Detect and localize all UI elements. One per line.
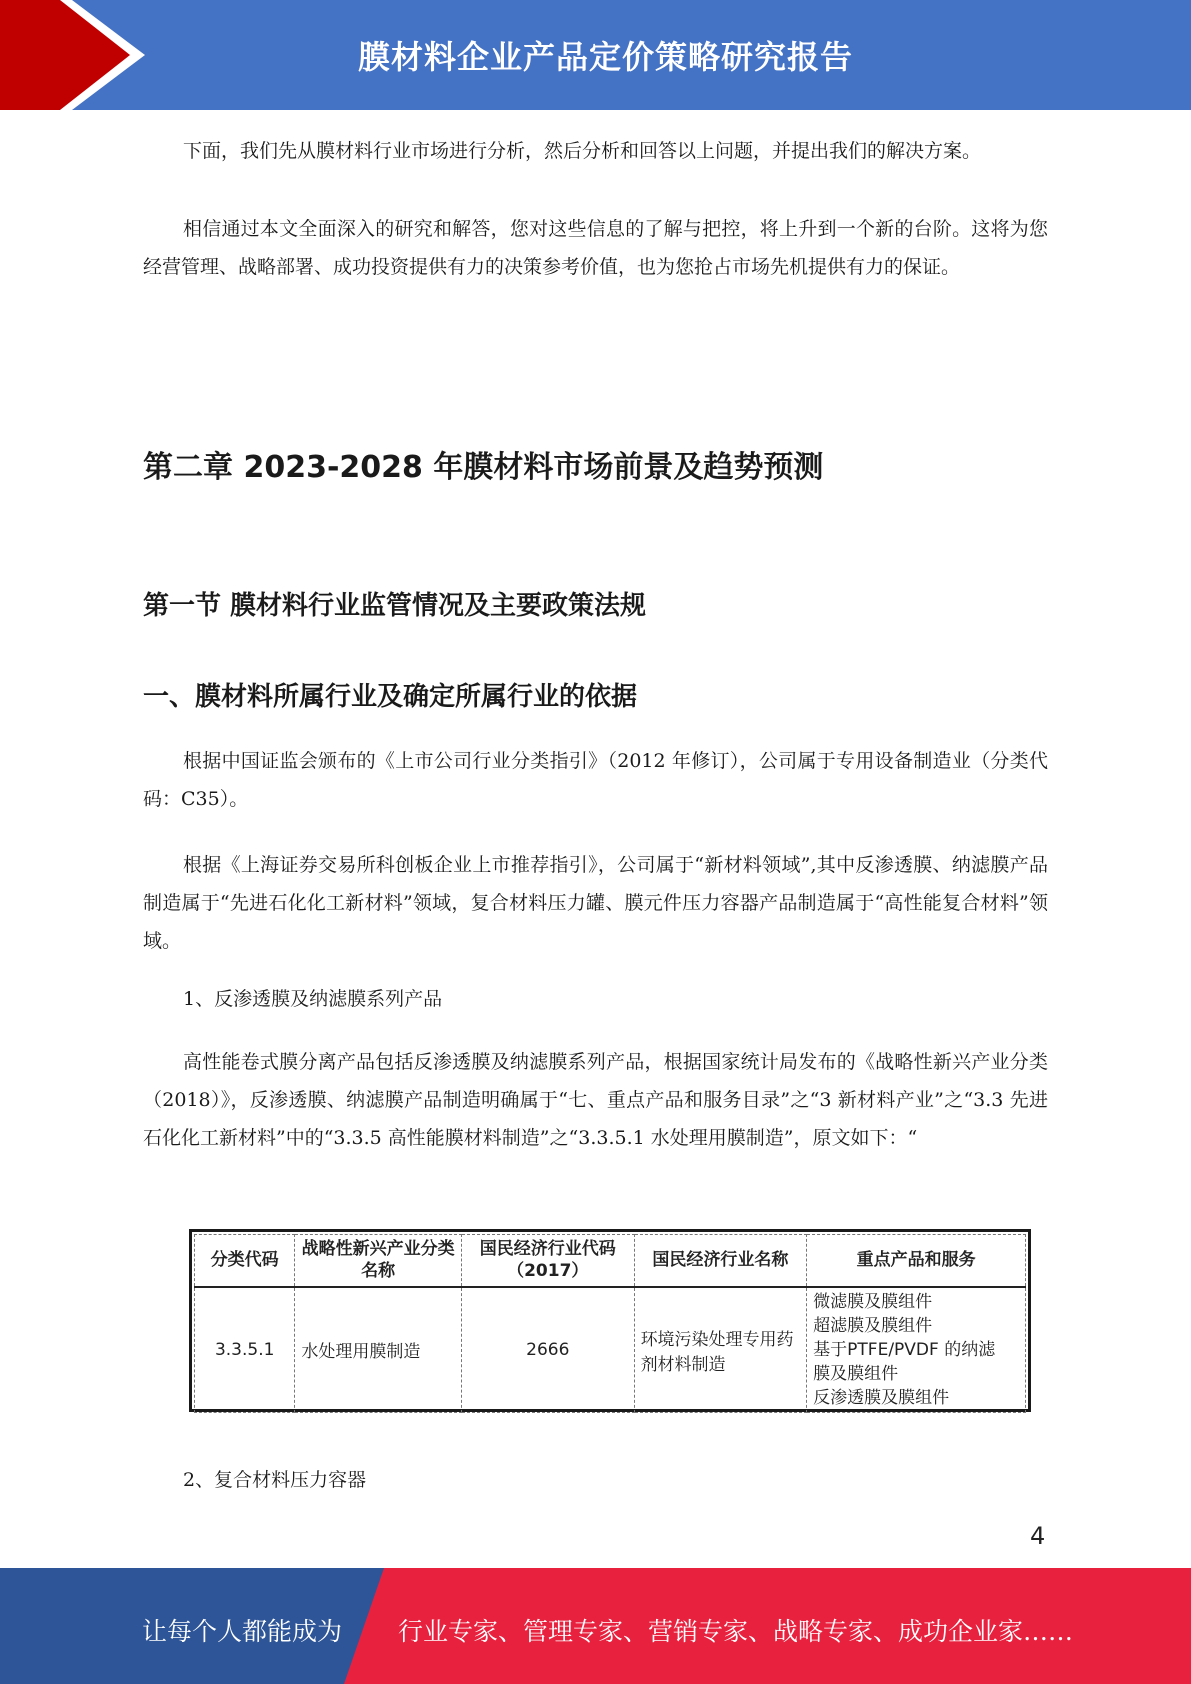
body-paragraph-1-block [143,742,1048,818]
body-paragraph-1: 根据中国证监会颁布的《上市公司行业分类指引》（2012 年修订），公司属于专用设备制造业（分类代码：C35）。 [143,750,1048,810]
table-header-cell: 国民经济行业名称 [634,1235,807,1287]
body-paragraph-2: 根据《上海证券交易所科创板企业上市推荐指引》，公司属于“新材料领域”,其中反渗透膜、纳滤膜产品制造属于“先进石化化工新材料”领域，复合材料压力罐、膜元件压力容器产品制造属于“高性能复合材料”领域。 [143,854,1048,952]
table-cell-industry-name: 环境污染处理专用药剂材料制造 [634,1287,807,1413]
list-item-2-block [143,1461,1048,1499]
table-cell-industry-code: 2666 [461,1287,634,1413]
table-header-row [195,1235,1026,1287]
table-cell-services [807,1287,1026,1413]
classification-table [189,1229,1031,1412]
table-header-cell: 分类代码 [195,1235,295,1287]
footer-slogan-right: 行业专家、管理专家、营销专家、战略专家、成功企业家…… [398,1617,1074,1646]
list-item-2: 2、复合材料压力容器 [183,1469,367,1491]
body-paragraph-2-block [143,846,1048,960]
table-cell-name: 水处理用膜制造 [295,1287,462,1413]
intro-paragraph-2: 相信通过本文全面深入的研究和解答，您对这些信息的了解与把控，将上升到一个新的台阶。这将为您经营管理、战略部署、成功投资提供有力的决策参考价值，也为您抢占市场先机提供有力的保证。 [143,218,1048,278]
service-item: 超滤膜及膜组件 [813,1315,933,1336]
report-title: 膜材料企业产品定价策略研究报告 [357,38,853,76]
footer-slogan-left: 让每个人都能成为 [142,1617,343,1646]
list-item-1: 1、反渗透膜及纳滤膜系列产品 [183,988,443,1010]
body-paragraph-3-block [143,1043,1048,1157]
chapter-title: 第二章 2023-2028 年膜材料市场前景及趋势预测 [143,450,824,485]
intro-paragraph-1: 下面，我们先从膜材料行业市场进行分析，然后分析和回答以上问题，并提出我们的解决方案。 [183,140,982,162]
table-cell-code: 3.3.5.1 [195,1287,295,1413]
table-row [195,1287,1026,1413]
subsection-title: 一、膜材料所属行业及确定所属行业的依据 [143,682,638,712]
page-number: 4 [1030,1522,1046,1550]
table-header-cell: 战略性新兴产业分类名称 [295,1235,462,1287]
page-header [0,0,1191,110]
service-item: 微滤膜及膜组件 [813,1291,933,1312]
service-item: 基于PTFE/PVDF 的纳滤 [813,1339,996,1360]
table-header-cell: 国民经济行业代码（2017） [461,1235,634,1287]
table-header-cell: 重点产品和服务 [807,1235,1026,1287]
body-paragraph-3: 高性能卷式膜分离产品包括反渗透膜及纳滤膜系列产品，根据国家统计局发布的《战略性新兴产业分类（2018）》，反渗透膜、纳滤膜产品制造明确属于“七、重点产品和服务目录”之“3 新材料产业”之“3.3 先进石化化工新材料”中的“3.3.5 高性能膜材料制造”之“3.3.5.1 水处理用膜制造”，原文如下：“ [143,1051,1048,1149]
intro-text [143,132,1048,286]
service-item: 反渗透膜及膜组件 [813,1387,950,1408]
list-item-1-block [143,980,1048,1018]
section-title: 第一节 膜材料行业监管情况及主要政策法规 [143,591,647,621]
service-item: 膜及膜组件 [813,1363,899,1384]
